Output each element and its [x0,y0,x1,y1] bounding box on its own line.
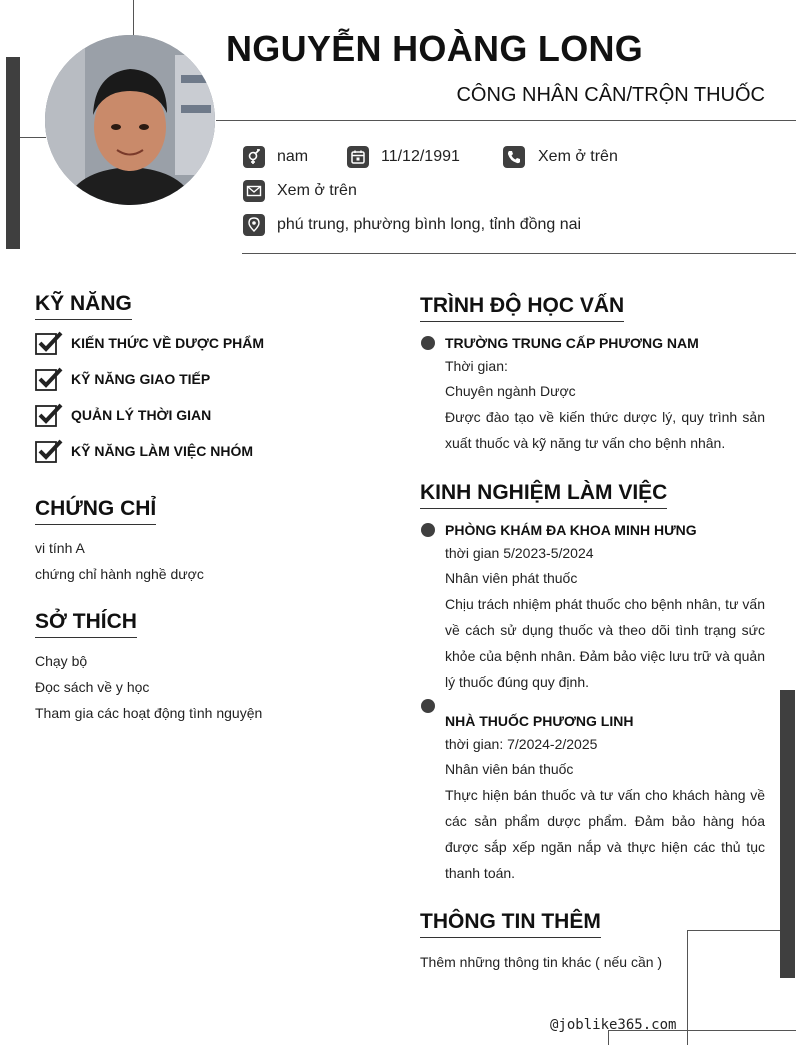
extra-text: Thêm những thông tin khác ( nếu cần ) [420,954,663,970]
checkbox-check-icon [35,403,63,427]
job-time: thời gian: 7/2024-2/2025 [445,736,598,752]
skill-label: KỸ NĂNG GIAO TIẾP [71,371,211,387]
job-role: Nhân viên bán thuốc [445,761,574,777]
education-bullet [421,336,435,350]
education-time: Thời gian: [445,358,508,374]
checkbox-check-icon [35,331,63,355]
top-vertical-line [133,0,134,38]
certificate-item: vi tính A [35,540,85,556]
education-major: Chuyên ngành Dược [445,383,576,399]
skill-label: QUẢN LÝ THỜI GIAN [71,407,212,423]
avatar-photo [45,35,215,205]
certificates-title: CHỨNG CHỈ [35,497,156,525]
skills-title: KỸ NĂNG [35,292,132,320]
left-accent-bar [6,57,20,249]
skill-item [35,331,264,355]
job-time: thời gian 5/2023-5/2024 [445,545,594,561]
skill-label: KỸ NĂNG LÀM VIỆC NHÓM [71,443,253,459]
checkbox-check-icon [35,367,63,391]
birthdate-value: 11/12/1991 [381,148,460,165]
job-position: CÔNG NHÂN CÂN/TRỘN THUỐC [456,84,765,106]
skill-label: KIẾN THỨC VỀ DƯỢC PHẨM [71,335,265,351]
phone-value: Xem ở trên [538,148,618,165]
phone-icon [503,146,525,168]
header-divider [216,120,796,121]
location-icon [243,214,265,236]
education-description: Được đào tạo về kiến thức dược lý, quy trình sản xuất thuốc và kỹ năng tư vấn cho bệnh nhân. [445,409,765,451]
address-value: phú trung, phường bình long, tỉnh đồng nai [277,216,582,233]
skill-item [35,367,210,391]
email-icon [243,180,265,202]
job-company: NHÀ THUỐC PHƯƠNG LINH [445,713,634,729]
calendar-icon [347,146,369,168]
skill-item [35,403,211,427]
corner-frame-top [687,930,780,931]
avatar-left-line [20,137,46,138]
email-value: Xem ở trên [277,182,357,199]
skill-item [35,439,253,463]
job-bullet [421,699,435,713]
contact-divider [242,253,796,254]
gender-icon [243,146,265,168]
hobby-item: Tham gia các hoạt động tình nguyện [35,705,263,721]
job-description: Thực hiện bán thuốc và tư vấn cho khách hàng về các sản phẩm dược phẩm. Đảm bảo hàng hóa được sắp xếp ngăn nắp và thực hiện các thủ tục thanh toán. [445,787,765,881]
education-title: TRÌNH ĐỘ HỌC VẤN [420,294,624,322]
footer-watermark: @joblike365.com [550,1017,677,1033]
corner-frame-left [687,930,688,1045]
job-company: PHÒNG KHÁM ĐA KHOA MINH HƯNG [445,522,697,538]
experience-title: KINH NGHIỆM LÀM VIỆC [420,481,667,509]
right-accent-bar [780,690,795,978]
certificate-item: chứng chỉ hành nghề dược [35,566,204,582]
education-school: TRƯỜNG TRUNG CẤP PHƯƠNG NAM [445,335,699,351]
hobby-item: Đọc sách về y học [35,679,150,695]
hobbies-title: SỞ THÍCH [35,610,137,638]
job-role: Nhân viên phát thuốc [445,570,578,586]
full-name: NGUYỄN HOÀNG LONG [226,28,644,69]
avatar [45,35,215,205]
checkbox-check-icon [35,439,63,463]
hobby-item: Chạy bộ [35,653,88,669]
gender-value: nam [277,148,309,165]
job-bullet [421,523,435,537]
job-description: Chịu trách nhiệm phát thuốc cho bệnh nhân, tư vấn về cách sử dụng thuốc và theo dõi tình trạng sức khỏe của bệnh nhân. Đảm bảo việc lưu trữ và quản lý thuốc đúng quy định. [445,596,765,690]
extra-title: THÔNG TIN THÊM [420,910,601,938]
